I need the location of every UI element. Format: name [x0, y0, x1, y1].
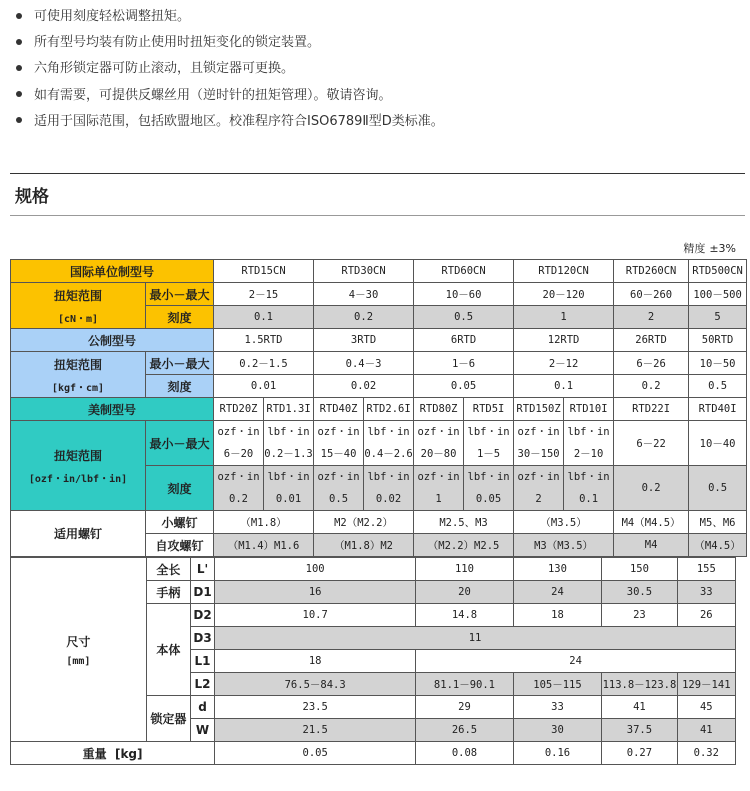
value-cell: 29 [416, 696, 514, 719]
value-cell: 0.05 [414, 375, 514, 398]
metric-minmax-label: 最小－最大 [146, 352, 214, 375]
value-cell: 0.2 [314, 306, 414, 329]
bullet-dot-icon [16, 13, 22, 19]
feature-item: 如有需要，可提供反螺丝用（逆时针的扭矩管理）。敬请咨询。 [14, 83, 734, 109]
value-cell: lbf・in 0.01 [264, 466, 314, 511]
value-cell: ozf・in 15－40 [314, 421, 364, 466]
body-label: 本体 [146, 604, 190, 696]
bullet-dot-icon [16, 117, 22, 123]
value-cell: 5 [689, 306, 747, 329]
value-cell: （M4.5） [689, 534, 747, 557]
model-cell: RTD10I [564, 398, 614, 421]
value-cell: 18 [513, 604, 601, 627]
value-cell: 24 [513, 581, 601, 604]
value-cell: 6－22 [614, 421, 689, 466]
tapping-screw-label: 自攻螺钉 [146, 534, 214, 557]
feature-item: 所有型号均装有防止使用时扭矩变化的锁定装置。 [14, 30, 734, 56]
model-cell: RTD40I [689, 398, 747, 421]
value-cell: （M1.8） [214, 511, 314, 534]
w-symbol: W [190, 719, 214, 742]
value-cell: 41 [602, 696, 677, 719]
length-label: 全长 [146, 558, 190, 581]
value-cell: （M1.4）M1.6 [214, 534, 314, 557]
value-cell: 0.2－1.5 [214, 352, 314, 375]
value-cell: 0.2 [614, 466, 689, 511]
value-cell: 0.08 [416, 742, 514, 765]
length-row [11, 558, 736, 581]
value-cell: 26 [677, 604, 735, 627]
small-screw-label: 小螺钉 [146, 511, 214, 534]
value-cell: lbf・in 2－10 [564, 421, 614, 466]
value-cell: 155 [677, 558, 735, 581]
value-cell: 0.02 [314, 375, 414, 398]
value-cell: ozf・in 0.2 [214, 466, 264, 511]
model-cell: RTD40Z [314, 398, 364, 421]
value-cell: 0.1 [214, 306, 314, 329]
model-cell: 50RTD [689, 329, 747, 352]
value-cell: M2（M2.2） [314, 511, 414, 534]
value-cell: 0.5 [689, 375, 747, 398]
value-cell: ozf・in 6－20 [214, 421, 264, 466]
value-cell: 30.5 [602, 581, 677, 604]
value-cell: 2 [614, 306, 689, 329]
value-cell: M4（M4.5） [614, 511, 689, 534]
value-cell: 1－6 [414, 352, 514, 375]
feature-item: 可使用刻度轻松调整扭矩。 [14, 4, 734, 30]
us-range-label: 扭矩范围 [ozf・in/lbf・in] [11, 421, 146, 511]
model-cell: RTD5I [464, 398, 514, 421]
value-cell: 41 [677, 719, 735, 742]
value-cell: 0.27 [602, 742, 677, 765]
value-cell: 10－50 [689, 352, 747, 375]
value-cell: 11 [215, 627, 736, 650]
model-cell: RTD20Z [214, 398, 264, 421]
value-cell: 2－12 [514, 352, 614, 375]
value-cell: 110 [416, 558, 514, 581]
value-cell: 16 [215, 581, 416, 604]
model-cell: RTD260CN [614, 260, 689, 283]
model-cell: RTD15CN [214, 260, 314, 283]
value-cell: 0.16 [513, 742, 601, 765]
us-scale-label: 刻度 [146, 466, 214, 511]
d2-symbol: D2 [190, 604, 214, 627]
value-cell: 100 [215, 558, 416, 581]
si-model-row [11, 260, 747, 283]
value-cell: ozf・in 20－80 [414, 421, 464, 466]
weight-row [11, 742, 736, 765]
weight-label: 重量 [kg] [11, 742, 215, 765]
value-cell: 0.5 [414, 306, 514, 329]
value-cell: 33 [677, 581, 735, 604]
model-cell: 3RTD [314, 329, 414, 352]
section-divider-top [10, 173, 745, 174]
value-cell: ozf・in 2 [514, 466, 564, 511]
value-cell: 0.1 [514, 375, 614, 398]
value-cell: 14.8 [416, 604, 514, 627]
model-cell: RTD60CN [414, 260, 514, 283]
value-cell: lbf・in 1－5 [464, 421, 514, 466]
us-model-row [11, 398, 747, 421]
value-cell: M3（M3.5） [514, 534, 614, 557]
handle-symbol: D1 [190, 581, 214, 604]
value-cell: （M2.2）M2.5 [414, 534, 514, 557]
value-cell: lbf・in 0.05 [464, 466, 514, 511]
value-cell: 10－40 [689, 421, 747, 466]
value-cell: 4－30 [314, 283, 414, 306]
value-cell: （M3.5） [514, 511, 614, 534]
value-cell: 26.5 [416, 719, 514, 742]
value-cell: 20 [416, 581, 514, 604]
feature-item: 六角形锁定器可防止滚动，且锁定器可更换。 [14, 56, 734, 82]
d3-symbol: D3 [190, 627, 214, 650]
value-cell: 2－15 [214, 283, 314, 306]
value-cell: ozf・in 1 [414, 466, 464, 511]
bullet-dot-icon [16, 65, 22, 71]
model-cell: RTD80Z [414, 398, 464, 421]
value-cell: 105－115 [513, 673, 601, 696]
l2-symbol: L2 [190, 673, 214, 696]
feature-item: 适用于国际范围，包括欧盟地区。校准程序符合ISO6789Ⅱ型D类标准。 [14, 109, 734, 135]
value-cell: 0.4－3 [314, 352, 414, 375]
si-header: 国际单位制型号 [11, 260, 214, 283]
value-cell: 1 [514, 306, 614, 329]
value-cell: 0.32 [677, 742, 735, 765]
model-cell: RTD150Z [514, 398, 564, 421]
dims-label: 尺寸 [mm] [11, 558, 147, 742]
value-cell: M4 [614, 534, 689, 557]
value-cell: 45 [677, 696, 735, 719]
value-cell: 129－141 [677, 673, 735, 696]
handle-label: 手柄 [146, 581, 190, 604]
metric-range-label: 扭矩范围 [kgf・cm] [11, 352, 146, 398]
value-cell: ozf・in 30－150 [514, 421, 564, 466]
value-cell: 60－260 [614, 283, 689, 306]
model-cell: RTD2.6I [364, 398, 414, 421]
value-cell: M5、M6 [689, 511, 747, 534]
length-symbol: L' [190, 558, 214, 581]
value-cell: 130 [513, 558, 601, 581]
lock-label: 锁定器 [146, 696, 190, 742]
value-cell: 113.8－123.8 [602, 673, 677, 696]
si-minmax-row [11, 283, 747, 306]
value-cell: 23 [602, 604, 677, 627]
value-cell: lbf・in 0.2－1.3 [264, 421, 314, 466]
value-cell: 21.5 [215, 719, 416, 742]
model-cell: RTD22I [614, 398, 689, 421]
dimension-table [10, 557, 736, 765]
d-symbol: d [190, 696, 214, 719]
value-cell: M2.5、M3 [414, 511, 514, 534]
metric-minmax-row [11, 352, 747, 375]
value-cell: lbf・in 0.4－2.6 [364, 421, 414, 466]
bullet-dot-icon [16, 39, 22, 45]
value-cell: 0.2 [614, 375, 689, 398]
value-cell: 0.5 [689, 466, 747, 511]
metric-scale-label: 刻度 [146, 375, 214, 398]
us-header: 美制型号 [11, 398, 214, 421]
value-cell: 6－26 [614, 352, 689, 375]
model-cell: RTD1.3I [264, 398, 314, 421]
value-cell: 30 [513, 719, 601, 742]
value-cell: 33 [513, 696, 601, 719]
bullet-dot-icon [16, 91, 22, 97]
l1-symbol: L1 [190, 650, 214, 673]
value-cell: 10－60 [414, 283, 514, 306]
value-cell: 20－120 [514, 283, 614, 306]
value-cell: 23.5 [215, 696, 416, 719]
si-minmax-label: 最小－最大 [146, 283, 214, 306]
value-cell: lbf・in 0.02 [364, 466, 414, 511]
si-scale-label: 刻度 [146, 306, 214, 329]
small-screw-row [11, 511, 747, 534]
si-range-label: 扭矩范围 [cN・m] [11, 283, 146, 329]
section-divider-bottom [10, 215, 745, 216]
model-cell: RTD120CN [514, 260, 614, 283]
precision-note: 精度 ±3% [683, 242, 736, 255]
value-cell: 24 [416, 650, 736, 673]
value-cell: lbf・in 0.1 [564, 466, 614, 511]
model-cell: 6RTD [414, 329, 514, 352]
metric-model-row [11, 329, 747, 352]
feature-list [14, 4, 734, 135]
spec-table [10, 259, 747, 557]
value-cell: 37.5 [602, 719, 677, 742]
screw-label: 适用螺钉 [11, 511, 146, 557]
metric-header: 公制型号 [11, 329, 214, 352]
value-cell: 81.1－90.1 [416, 673, 514, 696]
value-cell: 150 [602, 558, 677, 581]
us-minmax-label: 最小－最大 [146, 421, 214, 466]
value-cell: （M1.8）M2 [314, 534, 414, 557]
value-cell: 10.7 [215, 604, 416, 627]
model-cell: RTD500CN [689, 260, 747, 283]
value-cell: ozf・in 0.5 [314, 466, 364, 511]
model-cell: 1.5RTD [214, 329, 314, 352]
value-cell: 0.01 [214, 375, 314, 398]
value-cell: 18 [215, 650, 416, 673]
us-minmax-row [11, 421, 747, 466]
model-cell: 26RTD [614, 329, 689, 352]
value-cell: 76.5－84.3 [215, 673, 416, 696]
model-cell: 12RTD [514, 329, 614, 352]
value-cell: 100－500 [689, 283, 747, 306]
model-cell: RTD30CN [314, 260, 414, 283]
section-title: 规格 [15, 187, 49, 207]
value-cell: 0.05 [215, 742, 416, 765]
